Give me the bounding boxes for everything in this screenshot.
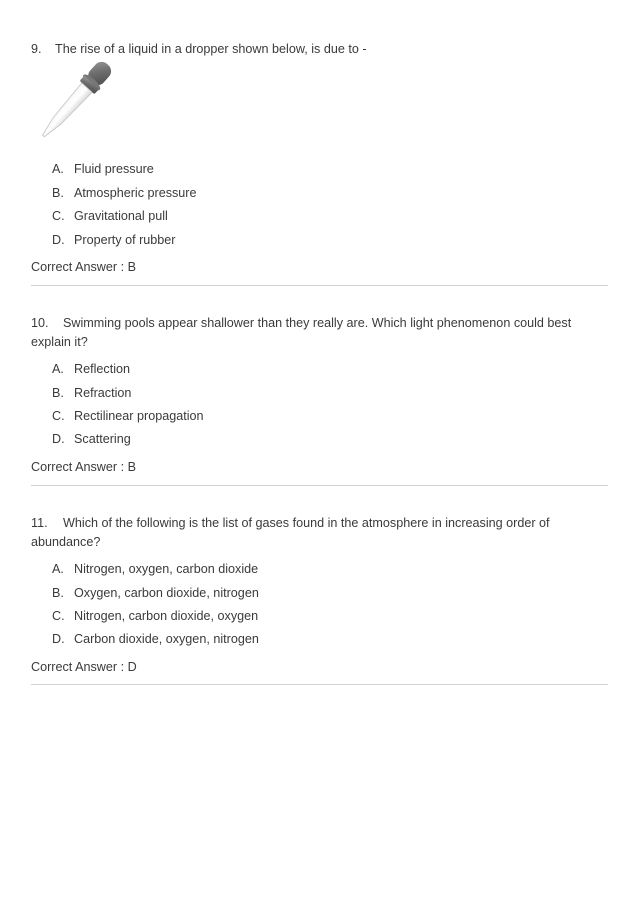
question-11-text xyxy=(31,514,609,552)
question-10-text xyxy=(31,314,609,352)
question-number: 10. xyxy=(31,316,49,330)
correct-answer: Correct Answer : D xyxy=(31,660,137,674)
option-a[interactable]: A. Nitrogen, oxygen, carbon dioxide xyxy=(52,562,259,576)
divider xyxy=(31,684,608,685)
question-10 xyxy=(31,314,609,474)
option-c[interactable]: C. Nitrogen, carbon dioxide, oxygen xyxy=(52,609,259,623)
question-number: 9. xyxy=(31,42,42,56)
option-b[interactable]: B. Refraction xyxy=(52,386,132,400)
question-number: 11. xyxy=(31,516,48,530)
option-a[interactable]: A. Reflection xyxy=(52,362,131,376)
option-a[interactable]: A. Fluid pressure xyxy=(52,162,154,176)
correct-answer: Correct Answer : B xyxy=(31,460,136,474)
option-d[interactable]: D. Carbon dioxide, oxygen, nitrogen xyxy=(52,632,259,646)
divider xyxy=(31,485,608,486)
option-c[interactable]: C. Rectilinear propagation xyxy=(52,409,204,423)
question-body: Which of the following is the list of gases found in the atmosphere in increasing order of xyxy=(63,516,550,530)
question-11 xyxy=(31,514,609,674)
question-body: Swimming pools appear shallower than they really are. Which light phenomenon could best xyxy=(63,316,572,330)
option-d[interactable]: D. Property of rubber xyxy=(52,233,176,247)
divider xyxy=(31,285,608,286)
option-c[interactable]: C. Gravitational pull xyxy=(52,209,168,223)
question-9 xyxy=(31,40,609,274)
eye-dropper-image xyxy=(31,55,121,150)
question-body-continued: abundance? xyxy=(31,535,101,549)
correct-answer: Correct Answer : B xyxy=(31,260,136,274)
option-d[interactable]: D. Scattering xyxy=(52,432,131,446)
question-body: The rise of a liquid in a dropper shown below, is due to - xyxy=(55,42,367,56)
option-b[interactable]: B. Atmospheric pressure xyxy=(52,186,197,200)
option-b[interactable]: B. Oxygen, carbon dioxide, nitrogen xyxy=(52,586,259,600)
question-body-continued: explain it? xyxy=(31,335,88,349)
